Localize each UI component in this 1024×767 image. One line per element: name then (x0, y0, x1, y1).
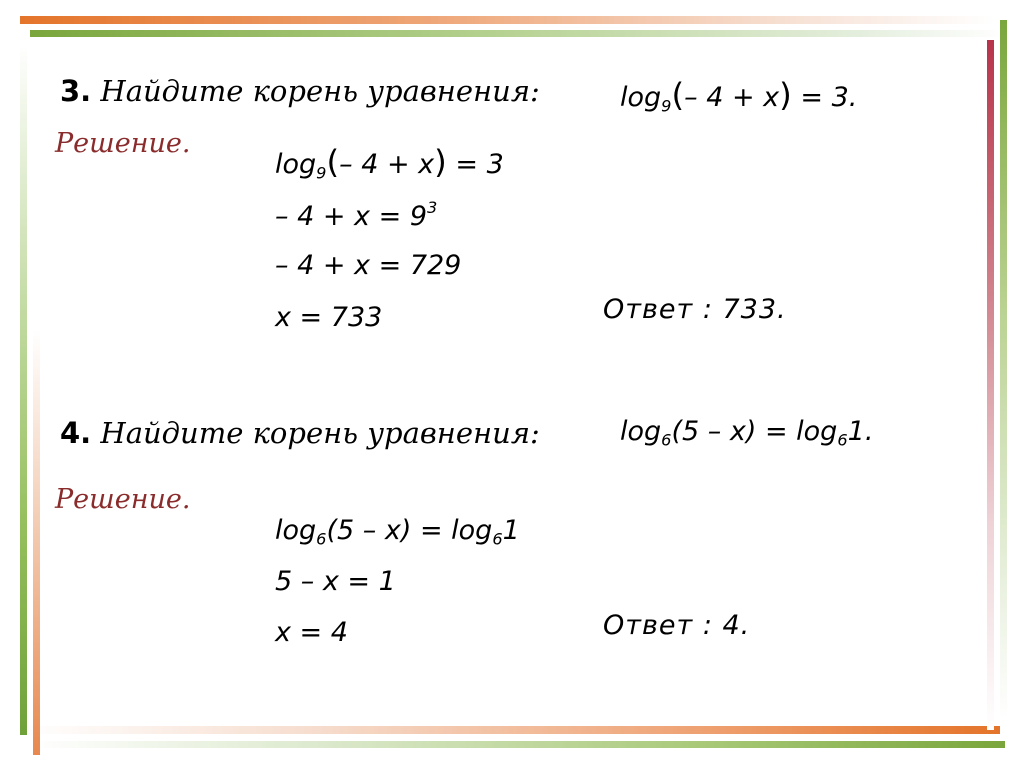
frame-bar-bottom-orange (25, 726, 1000, 734)
problem4-heading (60, 416, 540, 450)
frame-bar-right-green (1000, 20, 1007, 720)
step-base: 9 (316, 163, 327, 183)
problem4-step-3: x = 4 (275, 617, 348, 648)
frame-bar-right-red (987, 40, 994, 730)
eq-rhs: 1. (847, 416, 874, 447)
problem4-step-1 (275, 515, 520, 549)
problem3-step-2 (275, 198, 437, 232)
eq-rhs: = 3. (800, 82, 858, 113)
eq-arg: – 4 + x (684, 82, 780, 113)
eq-paren-close: ) (779, 76, 792, 114)
problem4-answer: Ответ : 4. (603, 610, 751, 641)
eq-func: log (620, 82, 662, 113)
frame-bar-left-orange (33, 330, 40, 755)
problem3-solution-label: Решение. (55, 128, 191, 159)
step-paren-close: ) (434, 143, 447, 181)
problem3-prompt: Найдите корень уравнения: (100, 74, 540, 108)
step-base: 6 (316, 529, 327, 549)
problem3-step-4: x = 733 (275, 302, 383, 333)
eq-base-2: 6 (837, 430, 848, 450)
step-func: log (275, 149, 317, 180)
problem4-number: 4. (60, 416, 92, 450)
step-func: log (275, 515, 317, 546)
frame-bar-bottom-green (30, 741, 1005, 748)
eq-paren-open: ( (671, 76, 685, 114)
step-rhs: 1 (502, 515, 520, 546)
eq-base: 9 (661, 96, 672, 116)
step-rhs: = 3 (455, 149, 504, 180)
step-paren-open: ( (326, 143, 340, 181)
eq-arg: (5 – x) = log (671, 416, 838, 447)
frame-bar-left-green (20, 45, 27, 735)
frame-bar-top-orange (20, 16, 995, 24)
eq-func: log (620, 416, 662, 447)
problem4-equation (620, 416, 873, 450)
step-lhs: – 4 + x = 9 (275, 201, 427, 233)
step-arg: – 4 + x (339, 149, 435, 180)
problem3-answer: Ответ : 733. (603, 294, 787, 325)
problem4-step-2: 5 – x = 1 (275, 566, 396, 597)
problem3-heading (60, 74, 540, 108)
step-arg: (5 – x) = log (326, 515, 493, 546)
problem3-number: 3. (60, 74, 92, 108)
problem3-step-3: – 4 + x = 729 (275, 250, 462, 281)
problem3-equation (620, 76, 857, 116)
step-base-2: 6 (492, 529, 503, 549)
problem4-prompt: Найдите корень уравнения: (100, 416, 540, 450)
step-exponent: 3 (427, 198, 438, 217)
eq-base: 6 (661, 430, 672, 450)
frame-bar-top-green (30, 30, 1005, 37)
problem3-step-1 (275, 143, 504, 183)
problem4-solution-label: Решение. (55, 484, 191, 515)
